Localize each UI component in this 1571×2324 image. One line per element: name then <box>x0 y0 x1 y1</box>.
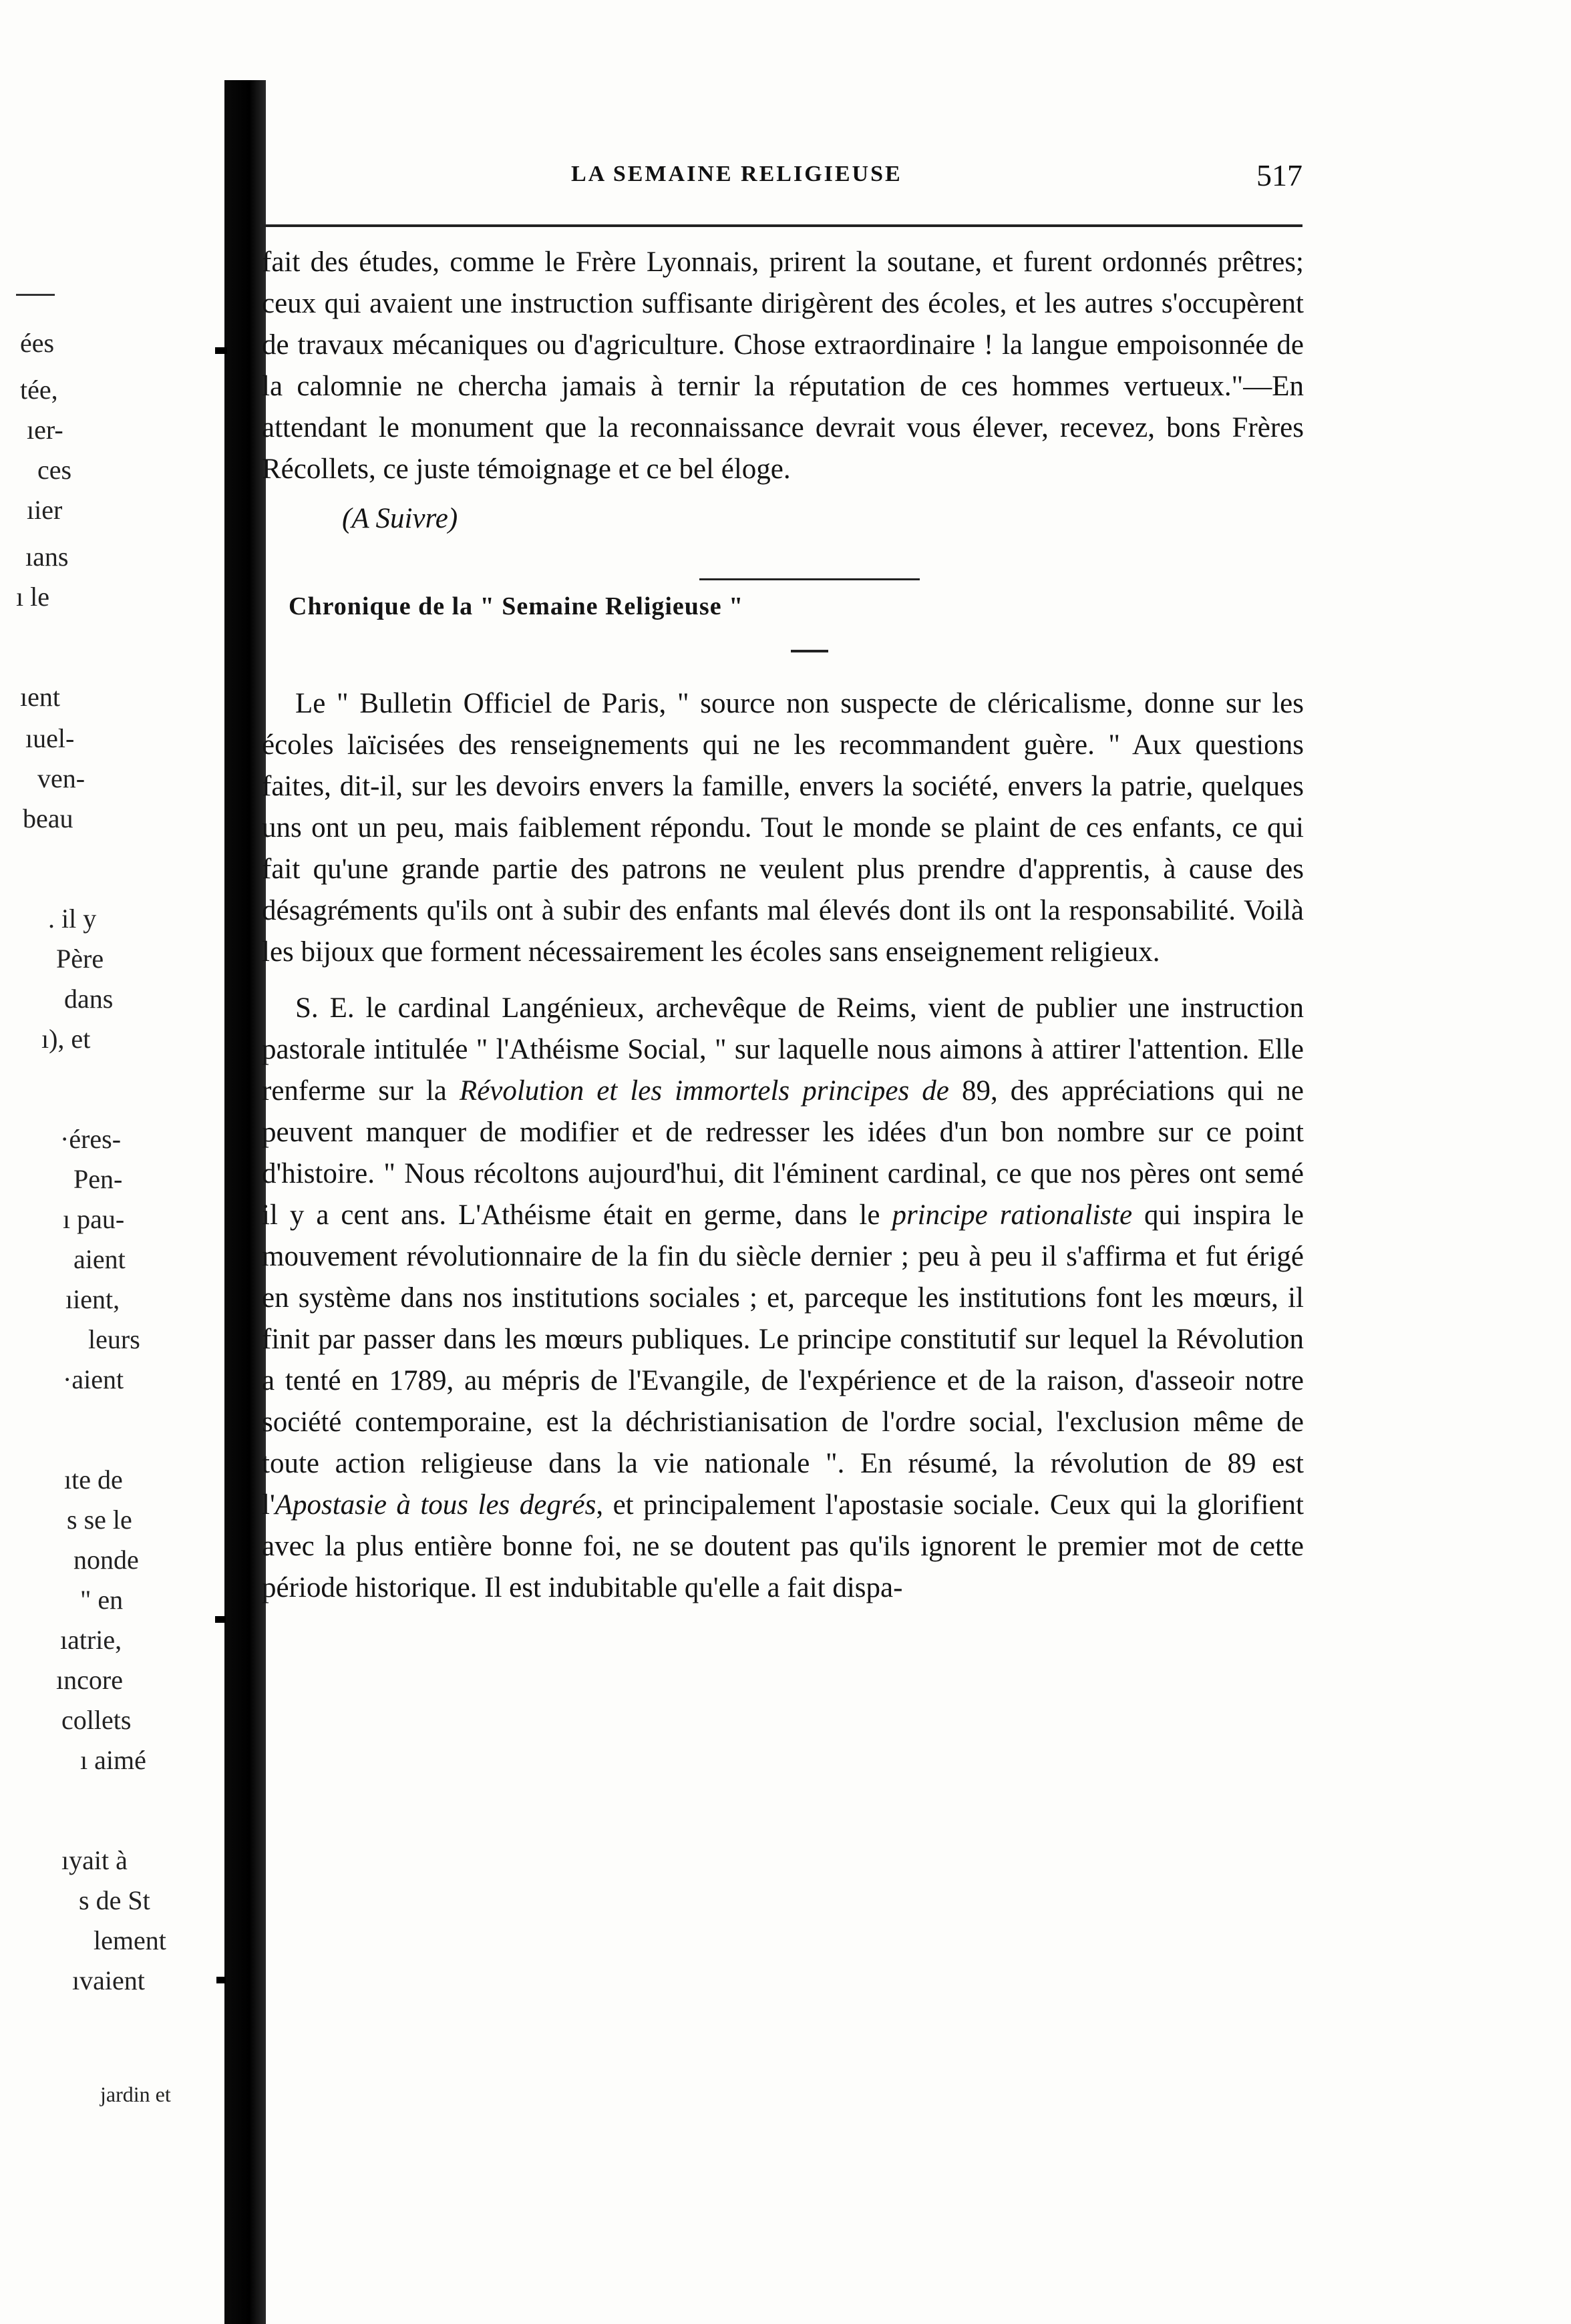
margin-fragment: ıient, <box>65 1284 120 1314</box>
margin-fragment: ı aimé <box>80 1745 146 1775</box>
paragraph-cardinal-text: S. E. le cardinal Langénieux, archevêque de Reims, vient de publier une instruction pastorale intitulée " l'Athéisme Social, " sur laquelle nous aimons à attirer l'attention. Elle renferme sur la <box>262 992 1304 1107</box>
margin-fragment: ıncore <box>56 1665 123 1695</box>
margin-fragment: ıent <box>20 682 60 712</box>
margin-fragment: collets <box>61 1705 132 1735</box>
article-continuation: fait des études, comme le Frère Lyonnais, prirent la soutane, et furent ordonnés prêtres; ceux qui avaient une instruction suffisante dirigèrent des écoles, et les autres s'occupèrent de travaux mécaniques ou d'agriculture. Chose extraordinaire ! la langue empoisonnée de la calomnie ne chercha jamais à ternir la réputation de ces hommes vertueux."—En attendant le monument que la reconnaissance devrait vous élever, recevez, bons Frères Récollets, ce juste témoignage et ce bel éloge. <box>262 246 1304 485</box>
margin-fragment: ces <box>37 455 72 485</box>
margin-fragment: ı pau- <box>63 1204 125 1234</box>
margin-fragment: ı), et <box>41 1024 91 1054</box>
margin-fragment: leurs <box>88 1324 140 1354</box>
margin-fragment: ées <box>20 328 55 358</box>
margin-fragment: aient <box>73 1244 126 1274</box>
margin-fragment: ıvaient <box>72 1965 145 1995</box>
italic-principe: principe rationaliste <box>892 1199 1133 1231</box>
previous-page-bleed <box>0 0 220 2324</box>
margin-fragment: Père <box>56 944 104 974</box>
margin-fragment: lement <box>94 1925 166 1955</box>
section-title: Chronique de la " Semaine Religieuse " <box>289 592 744 620</box>
margin-fragment: " en <box>80 1585 124 1615</box>
margin-fragment: ven- <box>37 763 85 793</box>
paragraph-cardinal-text: , et principalement l'apostasie sociale. Ceux qui la glorifient avec la plus entière bonne foi, ne se doutent pas qu'ils ignorent le premier mot de cette période historique. Il est indubitable qu'elle a fait dispa- <box>262 1489 1304 1603</box>
margin-fragment: ·aient <box>63 1364 124 1394</box>
margin-dash <box>16 294 55 296</box>
running-title: LA SEMAINE RELIGIEUSE <box>571 162 902 186</box>
margin-fragment: jardin et <box>100 2082 171 2106</box>
binding-notch <box>215 347 227 354</box>
margin-fragment: ·éres- <box>60 1124 122 1154</box>
binding-notch <box>215 1616 226 1623</box>
margin-fragment: tée, <box>20 375 58 405</box>
margin-fragment: dans <box>64 984 114 1014</box>
margin-fragment: nonde <box>73 1545 139 1575</box>
header-rule <box>260 224 1302 227</box>
paragraph-cardinal-text: qui inspira le mouvement révolutionnaire de la fin du siècle dernier ; peu à peu il s'affirma et fut érigé en système dans nos institutions sociales ; et, parceque les institutions font les mœurs, il finit par passer dans les mœurs publiques. Le principe constitutif sur lequel la Révolution a tenté en 1789, au mépris de l'Evangile, de l'expérience et de la raison, d'asseoir notre société contemporaine, est la déchristianisation de l'ordre social, l'exclusion même de toute action religieuse dans la vie nationale ". En résumé, la révolution de 89 est l' <box>262 1199 1304 1521</box>
body-text <box>262 242 1304 1609</box>
margin-fragment: Pen- <box>73 1164 123 1194</box>
page-header <box>267 158 1302 200</box>
margin-fragment: ıyait à <box>61 1845 128 1875</box>
binding-shadow <box>224 80 266 2324</box>
italic-apostasie: Apostasie à tous les degrés <box>275 1489 596 1521</box>
binding-notch <box>216 1977 226 1983</box>
margin-fragment: ıer- <box>27 415 63 445</box>
section-dash <box>791 650 828 652</box>
margin-fragment: ıte de <box>64 1465 123 1495</box>
margin-fragment: ıuel- <box>25 723 75 753</box>
margin-fragment: s se le <box>67 1505 132 1535</box>
margin-fragment: ı le <box>16 582 49 612</box>
to-be-continued: (A Suivre) <box>342 503 458 534</box>
paragraph-bulletin: Le " Bulletin Officiel de Paris, " source non suspecte de cléricalisme, donne sur les écoles laïcisées des renseignements qui ne les recommandent guère. " Aux questions faites, dit-il, sur les devoirs envers la famille, envers la société, envers la patrie, quelques uns ont un peu, mais faiblement répondu. Tout le monde se plaint de ces enfants, ce qui fait qu'une grande partie des patrons ne veulent plus prendre d'apprentis, à cause des désagréments qu'ils ont à subir des enfants mal élevés dont ils ont la responsabilité. Voilà les bijoux que forment nécessairement les écoles sans enseignement religieux. <box>262 688 1304 968</box>
paragraph-cardinal <box>262 988 1304 1609</box>
paragraph-cardinal-text: 89, des appréciations qui ne peuvent manquer de modifier et de redresser les idées d'un bon nombre sur ce point d'histoire. " Nous récoltons aujourd'hui, dit l'éminent cardinal, ce que nos pères ont semé il y a cent ans. L'Athéisme était en germe, dans le <box>262 1075 1304 1231</box>
margin-fragment: ıans <box>25 542 69 572</box>
section-rule <box>699 578 920 580</box>
page-number: 517 <box>1256 158 1302 192</box>
margin-fragment: s de St <box>79 1885 150 1915</box>
margin-fragment: . il y <box>48 904 97 934</box>
margin-fragment: ıatrie, <box>60 1625 122 1655</box>
margin-fragment: ıier <box>27 495 63 525</box>
italic-revolution: Révolution et les immortels principes de <box>459 1075 949 1107</box>
margin-fragment: beau <box>23 803 73 833</box>
